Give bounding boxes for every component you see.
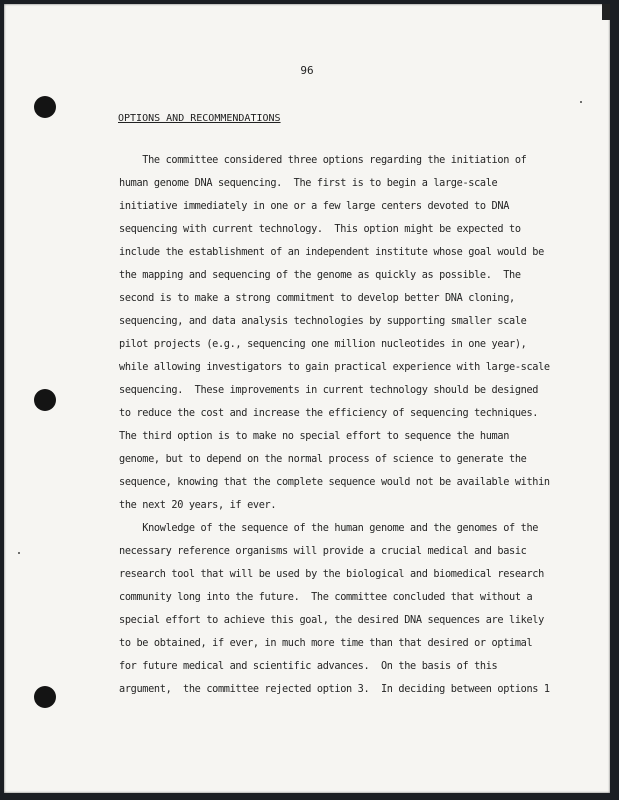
text-line: human genome DNA sequencing. The first is to begin a large-scale <box>119 177 498 189</box>
scan-speck <box>580 101 582 103</box>
text-line: second is to make a strong commitment to develop better DNA cloning, <box>119 292 515 304</box>
section-heading: OPTIONS AND RECOMMENDATIONS <box>118 113 281 124</box>
scan-corner-mark <box>602 4 610 20</box>
text-line: the mapping and sequencing of the genome as quickly as possible. The <box>119 269 521 281</box>
text-line: special effort to achieve this goal, the desired DNA sequences are likely <box>119 614 544 626</box>
text-line: sequencing. These improvements in current technology should be designed <box>119 384 539 396</box>
text-line: The committee considered three options regarding the initiation of <box>119 154 527 166</box>
scan-speck <box>18 552 20 554</box>
text-line: include the establishment of an independent institute whose goal would be <box>119 246 544 258</box>
text-line: to be obtained, if ever, in much more time than that desired or optimal <box>119 637 533 649</box>
page-number: 96 <box>300 64 314 77</box>
text-line: sequence, knowing that the complete sequence would not be available within <box>119 476 550 488</box>
text-line: community long into the future. The committee concluded that without a <box>119 591 533 603</box>
text-line: argument, the committee rejected option 3. In deciding between options 1 <box>119 683 550 695</box>
text-line: sequencing with current technology. This option might be expected to <box>119 223 521 235</box>
text-line: the next 20 years, if ever. <box>119 499 277 511</box>
text-line: Knowledge of the sequence of the human genome and the genomes of the <box>119 522 539 534</box>
text-line: The third option is to make no special effort to sequence the human <box>119 430 510 442</box>
text-line: for future medical and scientific advances. On the basis of this <box>119 660 498 672</box>
text-line: to reduce the cost and increase the efficiency of sequencing techniques. <box>119 407 539 419</box>
text-line: while allowing investigators to gain practical experience with large-scale <box>119 361 550 373</box>
text-line: sequencing, and data analysis technologies by supporting smaller scale <box>119 315 527 327</box>
text-line: genome, but to depend on the normal process of science to generate the <box>119 453 527 465</box>
binder-hole-top <box>34 96 56 118</box>
binder-hole-bottom <box>34 686 56 708</box>
text-line: research tool that will be used by the biological and biomedical research <box>119 568 544 580</box>
text-line: necessary reference organisms will provide a crucial medical and basic <box>119 545 527 557</box>
text-line: pilot projects (e.g., sequencing one million nucleotides in one year), <box>119 338 527 350</box>
document-page <box>4 4 610 793</box>
binder-hole-middle <box>34 389 56 411</box>
text-line: initiative immediately in one or a few large centers devoted to DNA <box>119 200 510 212</box>
